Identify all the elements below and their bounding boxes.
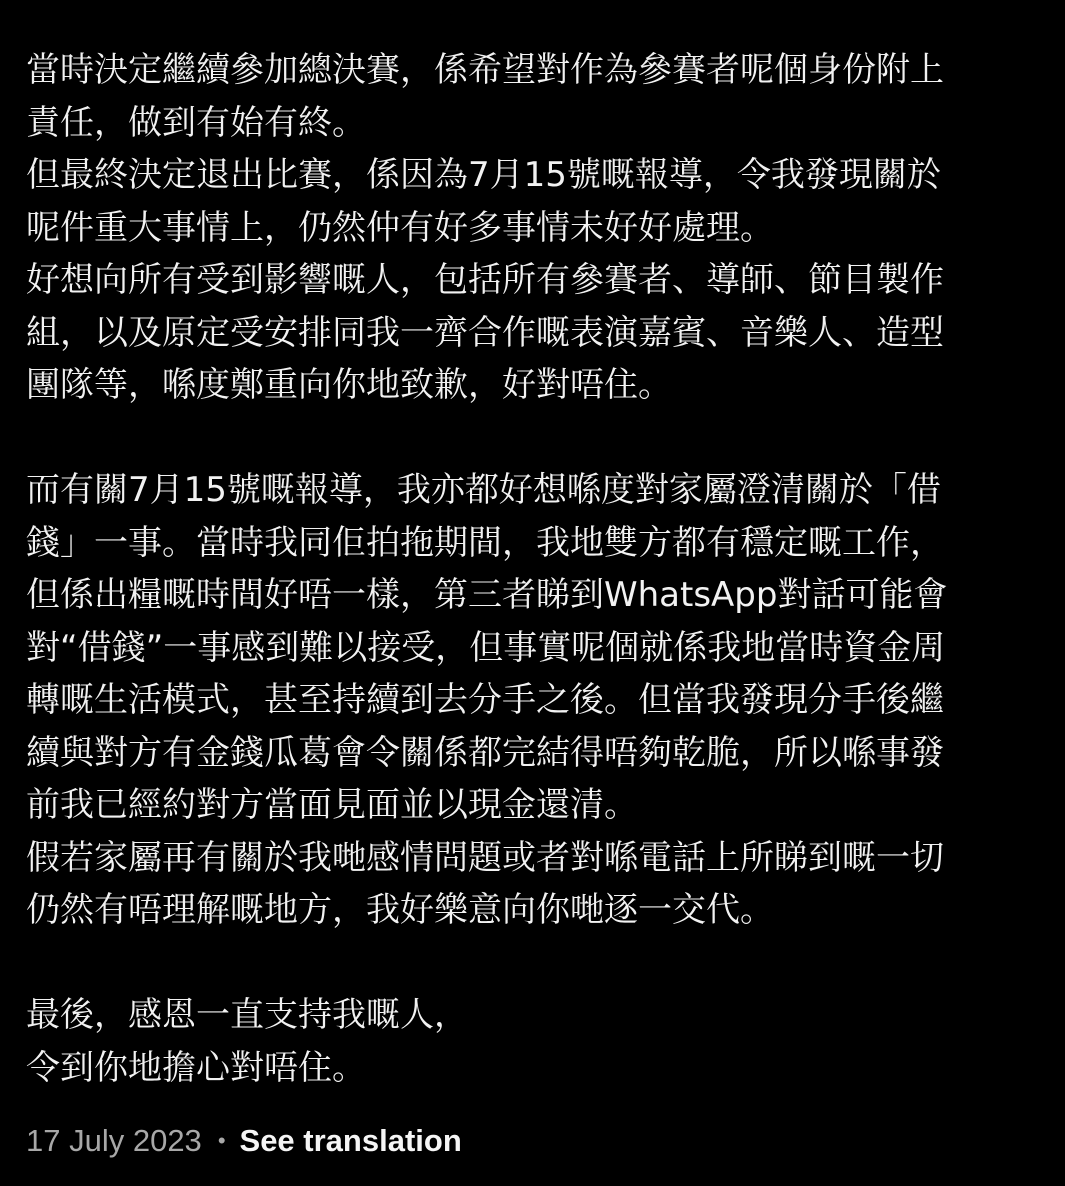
paragraph-gap [26,937,1036,990]
post-caption [26,44,1036,1094]
see-translation-link[interactable]: See translation [239,1123,462,1158]
caption-line: 組，以及原定受安排同我一齊合作嘅表演嘉賓、音樂人、造型 [26,312,944,353]
caption-line: 而有關7月15號嘅報導，我亦都好想喺度對家屬澄清關於「借 [26,470,941,510]
caption-line: 續與對方有金錢瓜葛會令關係都完結得唔夠乾脆，所以喺事發 [26,732,944,773]
caption-line: 好想向所有受到影響嘅人，包括所有參賽者、導師、節目製作 [26,260,944,300]
caption-line: 錢」一事。當時我同佢拍拖期間，我地雙方都有穩定嘅工作， [26,522,944,563]
caption-line: 團隊等，喺度鄭重向你地致歉，好對唔住。 [26,365,672,405]
caption-line: 假若家屬再有關於我哋感情問題或者對喺電話上所睇到嘅一切 [26,837,944,878]
post-meta [26,1121,462,1161]
caption-line: 令到你地擔心對唔住。 [26,1047,366,1088]
meta-separator: • [217,1128,226,1153]
caption-line: 前我已經約對方當面見面並以現金還清。 [26,785,638,825]
paragraph-gap [26,412,1036,465]
caption-line: 但係出糧嘅時間好唔一樣，第三者睇到WhatsApp對話可能會 [26,575,948,615]
post-date: 17 July 2023 [26,1123,202,1158]
caption-line: 呢件重大事情上，仍然仲有好多事情未好好處理。 [26,207,774,248]
caption-line: 但最終決定退出比賽，係因為7月15號嘅報導，令我發現關於 [26,155,941,195]
caption-line: 對“借錢”一事感到難以接受，但事實呢個就係我地當時資金周 [26,627,946,668]
caption-line: 仍然有唔理解嘅地方，我好樂意向你哋逐一交代。 [26,890,774,930]
caption-line: 當時決定繼續參加總決賽，係希望對作為參賽者呢個身份附上 [26,50,944,90]
caption-line: 責任，做到有始有終。 [26,102,366,143]
caption-line: 最後，感恩一直支持我嘅人， [26,995,468,1035]
caption-line: 轉嘅生活模式，甚至持續到去分手之後。但當我發現分手後繼 [26,680,944,720]
